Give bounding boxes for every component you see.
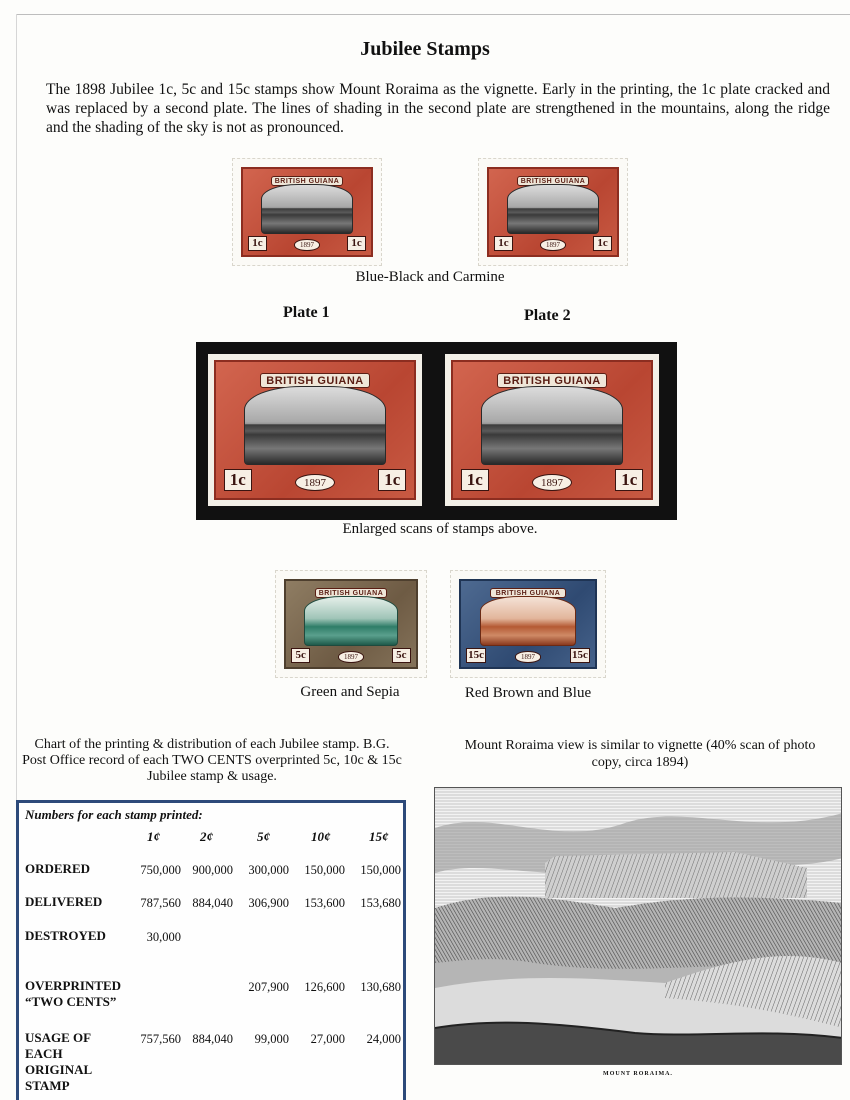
row-label-delivered: DELIVERED (25, 894, 103, 909)
table-cell: 24,000 (366, 1032, 401, 1046)
stamp-5c-green-sepia (275, 570, 427, 678)
photo-label: MOUNT RORAIMA. (603, 1071, 673, 1077)
page-top-rule (16, 14, 850, 15)
denomination-left: 5c (291, 648, 310, 663)
printing-table (16, 800, 406, 1100)
stamp-frame (459, 579, 597, 669)
stamp-frame (284, 579, 418, 669)
enlarged-caption: Enlarged scans of stamps above. (342, 521, 538, 537)
table-cell: 306,900 (248, 896, 289, 910)
row-label-usage: USAGE OF EACH ORIGINAL STAMP (25, 1030, 92, 1093)
mount-roraima-vignette (507, 184, 599, 234)
mount-roraima-engraving (434, 787, 842, 1065)
stamp-1c-plate2-enlarged (445, 354, 659, 506)
table-cell: 787,560 (140, 896, 181, 910)
denomination-left: 1c (494, 236, 513, 251)
table-cell: 207,900 (248, 980, 289, 994)
column-header: 2¢ (200, 829, 213, 844)
denomination-right: 1c (615, 469, 643, 491)
denomination-left: 1c (224, 469, 252, 491)
column-header: 10¢ (311, 829, 331, 844)
column-header: 1¢ (147, 829, 160, 844)
stamp-frame (451, 360, 653, 500)
mount-roraima-vignette (244, 386, 387, 465)
stamp-banner: BRITISH GUIANA (271, 176, 343, 187)
table-cell: 130,680 (360, 980, 401, 994)
plate-2-label: Plate 2 (524, 307, 571, 324)
table-cell: 150,000 (304, 863, 345, 877)
stamp-frame (241, 167, 373, 257)
table-cell: 757,560 (140, 1032, 181, 1046)
stamp-frame (214, 360, 416, 500)
stamp-banner: BRITISH GUIANA (315, 588, 388, 599)
denomination-right: 5c (392, 648, 411, 663)
stamp-year: 1897 (532, 474, 572, 491)
denomination-right: 1c (593, 236, 612, 251)
stamp-1c-plate1-enlarged (208, 354, 422, 506)
stamp-banner: BRITISH GUIANA (517, 176, 589, 187)
stamp-year: 1897 (294, 239, 320, 250)
chart-caption: Chart of the printing & distribution of each Jubilee stamp. B.G. Post Office record of each TWO CENTS overprinted 5c, 10c & 15c Jubilee stamp & usage. (22, 737, 402, 784)
plate-1-label: Plate 1 (283, 304, 330, 321)
table-cell: 150,000 (360, 863, 401, 877)
table-cell: 884,040 (192, 1032, 233, 1046)
intro-paragraph: The 1898 Jubilee 1c, 5c and 15c stamps show Mount Roraima as the vignette. Early in the printing, the 1c plate cracked and was replaced by a second plate. The lines of shading in the second plate are strengthened in the mountains, along the ridge and the shading of the sky is not as pronounced. (46, 81, 830, 136)
denomination-left: 1c (461, 469, 489, 491)
red-brown-blue-caption: Red Brown and Blue (464, 685, 592, 701)
mount-roraima-vignette (480, 596, 577, 646)
row-label-destroyed: DESTROYED (25, 928, 106, 943)
denomination-right: 1c (347, 236, 366, 251)
photo-caption: Mount Roraima view is similar to vignette (40% scan of photo copy, circa 1894) (464, 738, 816, 770)
table-cell: 153,600 (304, 896, 345, 910)
denomination-left: 15c (468, 649, 484, 662)
row-label-overprinted: OVERPRINTED “TWO CENTS” (25, 978, 122, 1009)
mount-roraima-vignette (261, 184, 353, 234)
stamp-banner: BRITISH GUIANA (260, 373, 371, 389)
table-cell: 126,600 (304, 980, 345, 994)
row-label-ordered: ORDERED (25, 861, 91, 876)
pair-caption: Blue-Black and Carmine (355, 269, 505, 285)
denomination-left: 1c (248, 236, 267, 251)
stamp-year: 1897 (338, 651, 364, 662)
table-cell: 750,000 (140, 863, 181, 877)
table-cell: 27,000 (310, 1032, 345, 1046)
stamp-year: 1897 (540, 239, 566, 250)
table-cell: 30,000 (146, 930, 181, 944)
mount-roraima-vignette (304, 596, 398, 646)
column-header: 15¢ (369, 829, 389, 844)
page-title: Jubilee Stamps (360, 38, 490, 60)
green-sepia-caption: Green and Sepia (300, 684, 400, 700)
table-cell: 884,040 (192, 896, 233, 910)
stamp-1c-plate2-small (478, 158, 628, 266)
stamp-1c-plate1-small (232, 158, 382, 266)
stamp-year: 1897 (295, 474, 335, 491)
stamp-frame (487, 167, 619, 257)
denomination-right: 1c (378, 469, 406, 491)
table-cell: 300,000 (248, 863, 289, 877)
table-cell: 99,000 (254, 1032, 289, 1046)
denomination-right: 15c (571, 649, 588, 662)
stamp-banner: BRITISH GUIANA (490, 588, 565, 599)
table-cell: 153,680 (360, 896, 401, 910)
table-header: Numbers for each stamp printed: (25, 807, 203, 822)
stamp-15c-red-brown-blue (450, 570, 606, 678)
table-cell: 900,000 (192, 863, 233, 877)
stamp-year: 1897 (515, 651, 542, 662)
mount-roraima-illustration (435, 788, 842, 1065)
mount-roraima-vignette (481, 386, 624, 465)
stamp-banner: BRITISH GUIANA (497, 373, 608, 389)
column-header: 5¢ (257, 829, 270, 844)
